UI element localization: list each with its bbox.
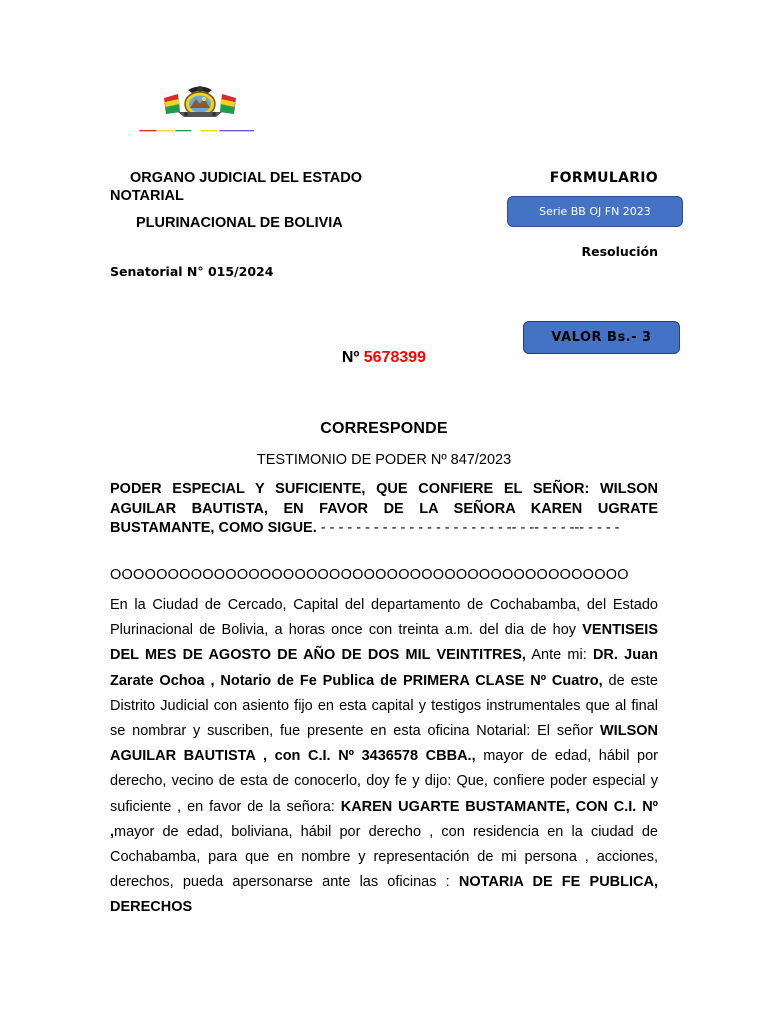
body-grantee: KAREN UGARTE BUSTAMANTE, CON C.I. Nº , (110, 798, 658, 840)
body-offices: NOTARIA DE FE PUBLICA, DERECHOS (110, 874, 658, 916)
body-p9: mayor de edad, boliviana, hábil por derecho , con residencia en la ciudad de Cochabamba, para que en nombre y representación de mi persona , acciones, derechos, pueda apersonarse ante las oficinas : (110, 823, 658, 891)
resolution-label: Resolución (581, 244, 658, 259)
organ-title (110, 169, 430, 205)
document-number-prefix: Nº (341, 349, 360, 366)
document-body (110, 593, 658, 921)
document-number (0, 349, 768, 367)
separator-line: OOOOOOOOOOOOOOOOOOOOOOOOOOOOOOOOOOOOOOOOOOOOO (110, 567, 629, 583)
form-label: FORMULARIO (549, 170, 658, 186)
body-p1: En la Ciudad de Cercado, Capital del departamento de Cochabamba, del Estado Plurinacional de Bolivia, a horas once con treinta a.m. del dia de hoy (110, 597, 658, 639)
document-number-value: 5678399 (363, 349, 427, 366)
poder-heading-text: PODER ESPECIAL Y SUFICIENTE, QUE CONFIERE EL SEÑOR: WILSON AGUILAR BAUTISTA, EN FAVOR DE LA SEÑORA KAREN UGRATE BUSTAMANTE, COMO SIGUE. (110, 481, 658, 536)
body-grantor: WILSON AGUILAR BAUTISTA , con C.I. Nº 3436578 CBBA., (110, 723, 658, 765)
corresponde-heading: CORRESPONDE (320, 420, 448, 437)
body-date: VENTISEIS DEL MES DE AGOSTO DE AÑO DE DOS MIL VEINTITRES, (110, 622, 658, 664)
body-p3: Ante mi: (525, 647, 593, 664)
poder-dashes: - - - - - - - - - - - - - - - - - - - - - -- - -- - - - --- - - - - (316, 520, 620, 536)
body-p7: mayor de edad, hábil por derecho, vecino de esta de conocerlo, doy fe y dijo: Que, confiere poder especial y suficiente , en favor de la señora: (110, 748, 658, 815)
organ-title-line1b: NOTARIAL (110, 188, 184, 204)
flag-stripes-icon (112, 130, 284, 132)
poder-heading (110, 480, 658, 539)
body-p5: de este Distrito Judicial con asiento fijo en esta capital y testigos instrumentales que al final se nombrar y suscriben, fue presente en esta oficina Notarial: El señor (110, 672, 658, 740)
serie-text: Serie BB OJ FN 2023 (539, 205, 651, 218)
testimonio-title: TESTIMONIO DE PODER Nº 847/2023 (256, 452, 512, 468)
value-text: VALOR Bs.- 3 (551, 330, 652, 345)
serie-badge (507, 196, 683, 227)
body-notary: DR. Juan Zarate Ochoa , Notario de Fe Publica de PRIMERA CLASE Nº Cuatro, (110, 647, 658, 689)
senatorial-number: Senatorial N° 015/2024 (110, 264, 274, 279)
organ-title-line2: PLURINACIONAL DE BOLIVIA (136, 215, 343, 231)
organ-title-line1: ORGANO JUDICIAL DEL ESTADO (130, 170, 363, 186)
header-logo (112, 84, 288, 138)
